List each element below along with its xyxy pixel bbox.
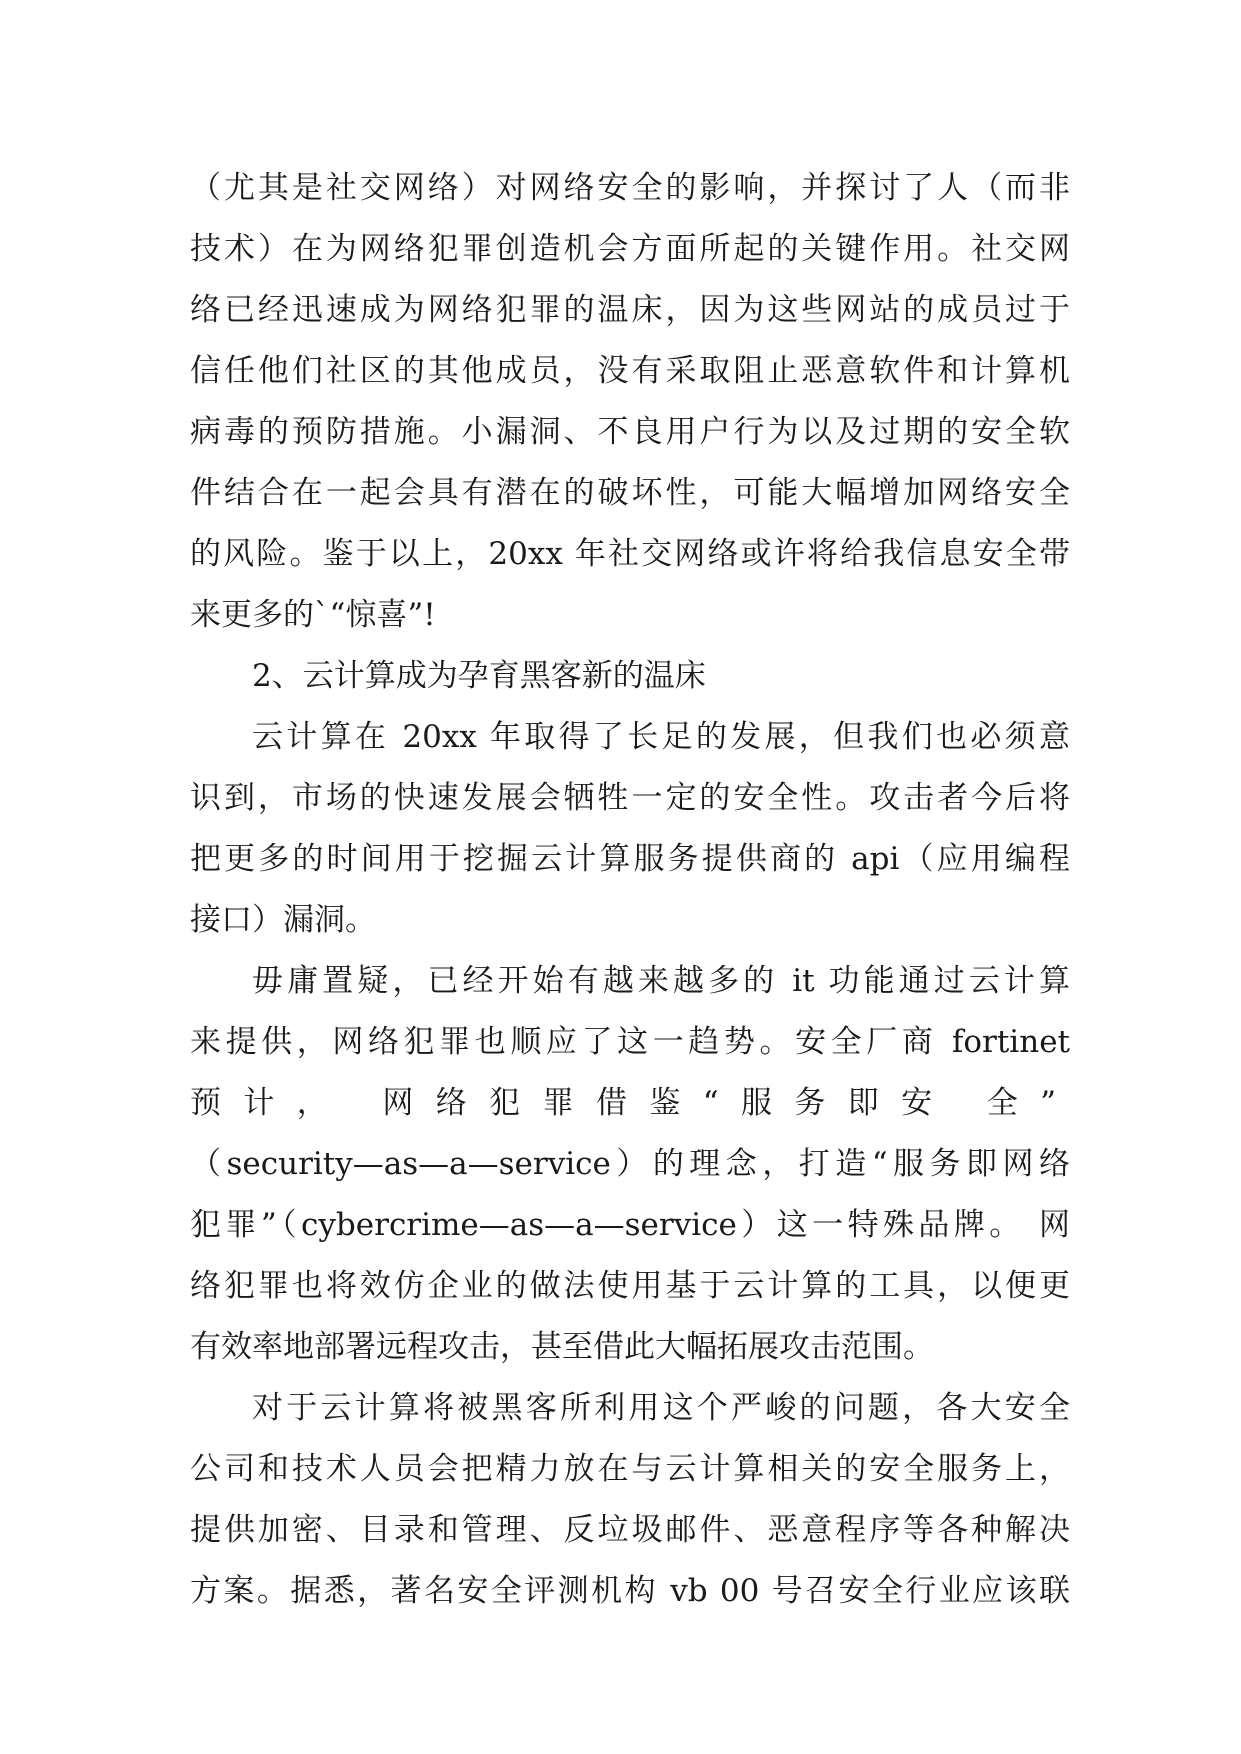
text-line: 络犯罪也将效仿企业的做法使用基于云计算的工具，以便更 (190, 1268, 1070, 1304)
text-line: 公司和技术人员会把精力放在与云计算相关的安全服务上， (190, 1451, 1070, 1487)
body-text (190, 158, 1070, 1622)
text-line: 技术）在为网络犯罪创造机会方面所起的关键作用。社交网 (190, 231, 1070, 267)
text-line: 络已经迅速成为网络犯罪的温床，因为这些网站的成员过于 (190, 292, 1070, 328)
text-line: 提供加密、目录和管理、反垃圾邮件、恶意程序等各种解决 (190, 1512, 1070, 1548)
text-line: 信任他们社区的其他成员，没有采取阻止恶意软件和计算机 (190, 353, 1070, 389)
text-line: 把更多的时间用于挖掘云计算服务提供商的 api（应用编程 (190, 841, 1070, 877)
text-line: 的风险。鉴于以上，20xx 年社交网络或许将给我信息安全带 (190, 536, 1070, 572)
text-line: （security—as—a—service）的理念，打造“服务即网络 (190, 1146, 1070, 1182)
section-heading: 2、云计算成为孕育黑客新的温床 (252, 658, 706, 694)
text-line: 毋庸置疑，已经开始有越来越多的 it 功能通过云计算 (252, 963, 1070, 999)
text-line: 有效率地部署远程攻击，甚至借此大幅拓展攻击范围。 (190, 1329, 934, 1365)
text-line: 识到，市场的快速发展会牺牲一定的安全性。攻击者今后将 (190, 780, 1070, 816)
text-line: 病毒的预防措施。小漏洞、不良用户行为以及过期的安全软 (190, 414, 1070, 450)
text-line: （尤其是社交网络）对网络安全的影响，并探讨了人（而非 (190, 170, 1070, 206)
text-line: 对于云计算将被黑客所利用这个严峻的问题，各大安全 (252, 1390, 1070, 1426)
text-line: 犯罪”（cybercrime—as—a—service）这一特殊品牌。 网 (190, 1207, 1070, 1243)
text-line: 件结合在一起会具有潜在的破坏性，可能大幅增加网络安全 (190, 475, 1070, 511)
text-line: 云计算在 20xx 年取得了长足的发展，但我们也必须意 (252, 719, 1070, 755)
text-line: 来提供，网络犯罪也顺应了这一趋势。安全厂商 fortinet (190, 1024, 1070, 1060)
text-line: 方案。据悉，著名安全评测机构 vb 00 号召安全行业应该联 (190, 1573, 1070, 1609)
text-line: 预计， 网络犯罪借鉴“服务即安 全” (190, 1085, 1070, 1121)
text-line: 接口）漏洞。 (190, 902, 376, 938)
text-line: 来更多的`“惊喜”! (190, 597, 436, 633)
